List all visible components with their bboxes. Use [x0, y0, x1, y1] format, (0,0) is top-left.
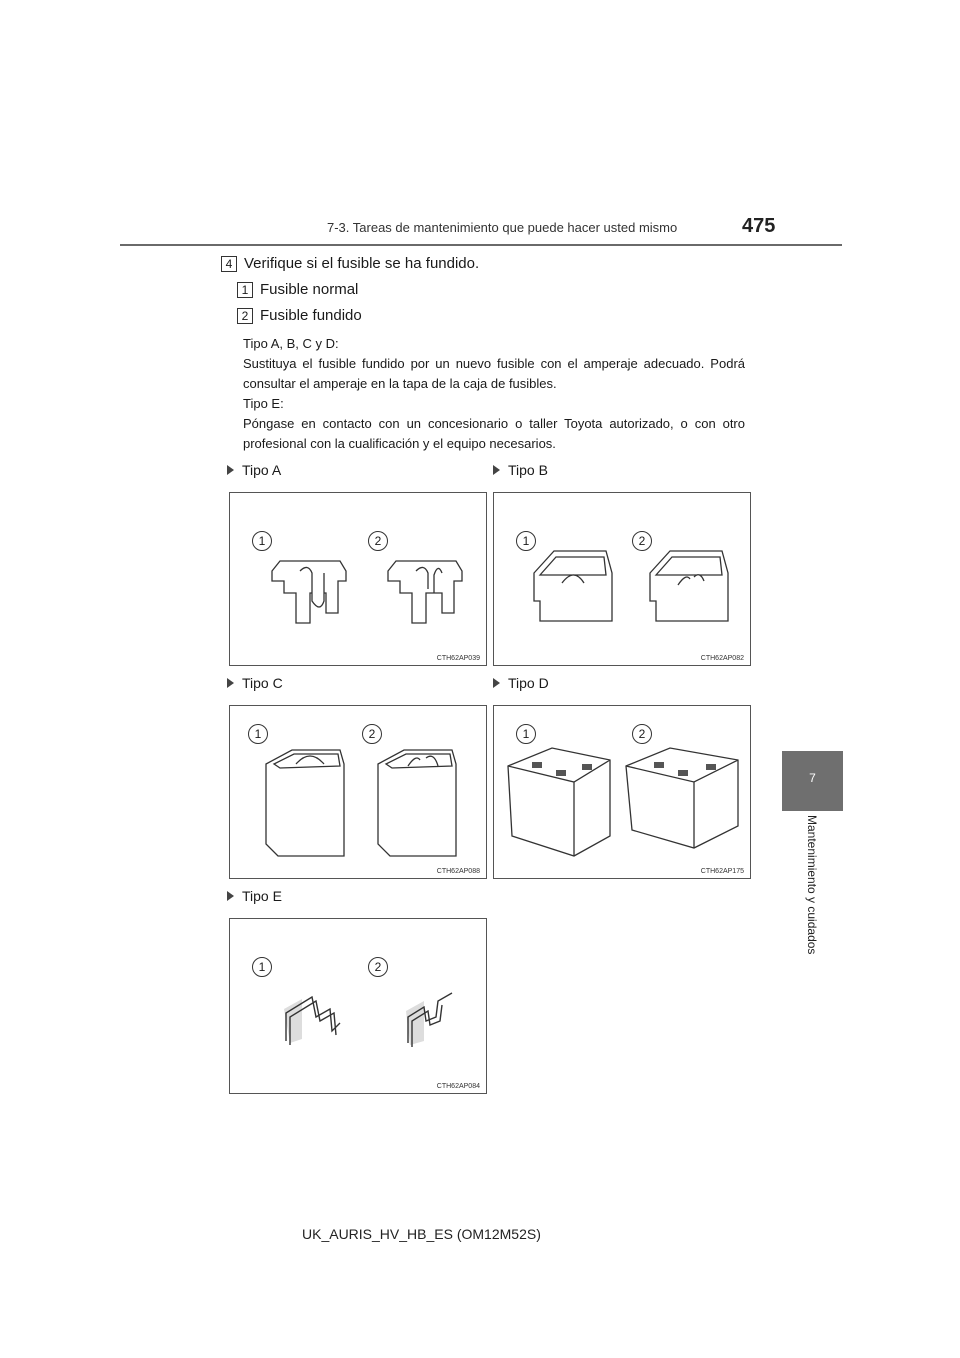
- callout-blown: 2: [362, 724, 382, 744]
- figure-fuse-type-d: [493, 705, 751, 879]
- callout-normal: 1: [252, 957, 272, 977]
- chapter-tab: [782, 751, 843, 811]
- triangle-bullet-icon: [493, 465, 500, 475]
- figure-fuse-type-e: [229, 918, 487, 1094]
- figure-label-type-c: Tipo C: [227, 675, 283, 691]
- item-badge-normal: 1: [237, 282, 253, 298]
- chapter-title: [802, 815, 822, 975]
- fuse-type-e-illustration: [230, 919, 486, 1093]
- callout-blown: 2: [632, 724, 652, 744]
- callout-blown: 2: [632, 531, 652, 551]
- page-number: 475: [742, 215, 776, 237]
- paragraph-title: Tipo A, B, C y D:: [243, 336, 339, 351]
- fuse-type-b-illustration: [494, 493, 750, 665]
- item-label-blown: Fusible fundido: [260, 307, 362, 324]
- paragraph-body: Póngase en contacto con un concesionario o taller Toyota autorizado, o con otro profesional con la cualificación y el equipo necesarios.: [243, 416, 745, 451]
- paragraph-types-abcd: [243, 334, 745, 394]
- figure-fuse-type-a: [229, 492, 487, 666]
- item-label-normal: Fusible normal: [260, 281, 359, 298]
- figure-label-type-b: Tipo B: [493, 462, 548, 478]
- paragraph-type-e: [243, 394, 745, 454]
- figure-code: CTH62AP082: [700, 655, 744, 662]
- figure-label-type-d: Tipo D: [493, 675, 549, 691]
- callout-blown: 2: [368, 531, 388, 551]
- figure-label-type-a: Tipo A: [227, 462, 281, 478]
- figure-code: CTH62AP175: [700, 868, 744, 875]
- figure-fuse-type-b: [493, 492, 751, 666]
- chapter-number: 7: [809, 771, 816, 785]
- document-footer-code: UK_AURIS_HV_HB_ES (OM12M52S): [302, 1226, 541, 1242]
- callout-normal: 1: [252, 531, 272, 551]
- triangle-bullet-icon: [227, 465, 234, 475]
- chapter-title-text: Mantenimiento y cuidados: [805, 815, 819, 955]
- figure-code: CTH62AP084: [436, 1083, 480, 1090]
- callout-blown: 2: [368, 957, 388, 977]
- step-instruction: Verifique si el fusible se ha fundido.: [244, 255, 480, 272]
- step-number-badge: 4: [221, 256, 237, 272]
- callout-normal: 1: [516, 531, 536, 551]
- item-badge-blown: 2: [237, 308, 253, 324]
- figure-fuse-type-c: [229, 705, 487, 879]
- triangle-bullet-icon: [227, 678, 234, 688]
- figure-label-type-e: Tipo E: [227, 888, 282, 904]
- header-divider: [120, 244, 842, 246]
- figure-code: CTH62AP039: [436, 655, 480, 662]
- callout-normal: 1: [248, 724, 268, 744]
- paragraph-title: Tipo E:: [243, 396, 284, 411]
- fuse-type-a-illustration: [230, 493, 486, 665]
- paragraph-body: Sustituya el fusible fundido por un nuevo fusible con el amperaje adecuado. Podrá consultar el amperaje en la tapa de la caja de fusibles.: [243, 356, 745, 391]
- triangle-bullet-icon: [227, 891, 234, 901]
- callout-normal: 1: [516, 724, 536, 744]
- header-section-title: 7-3. Tareas de mantenimiento que puede hacer usted mismo: [327, 220, 678, 235]
- figure-code: CTH62AP088: [436, 868, 480, 875]
- triangle-bullet-icon: [493, 678, 500, 688]
- fuse-type-c-illustration: [230, 706, 486, 878]
